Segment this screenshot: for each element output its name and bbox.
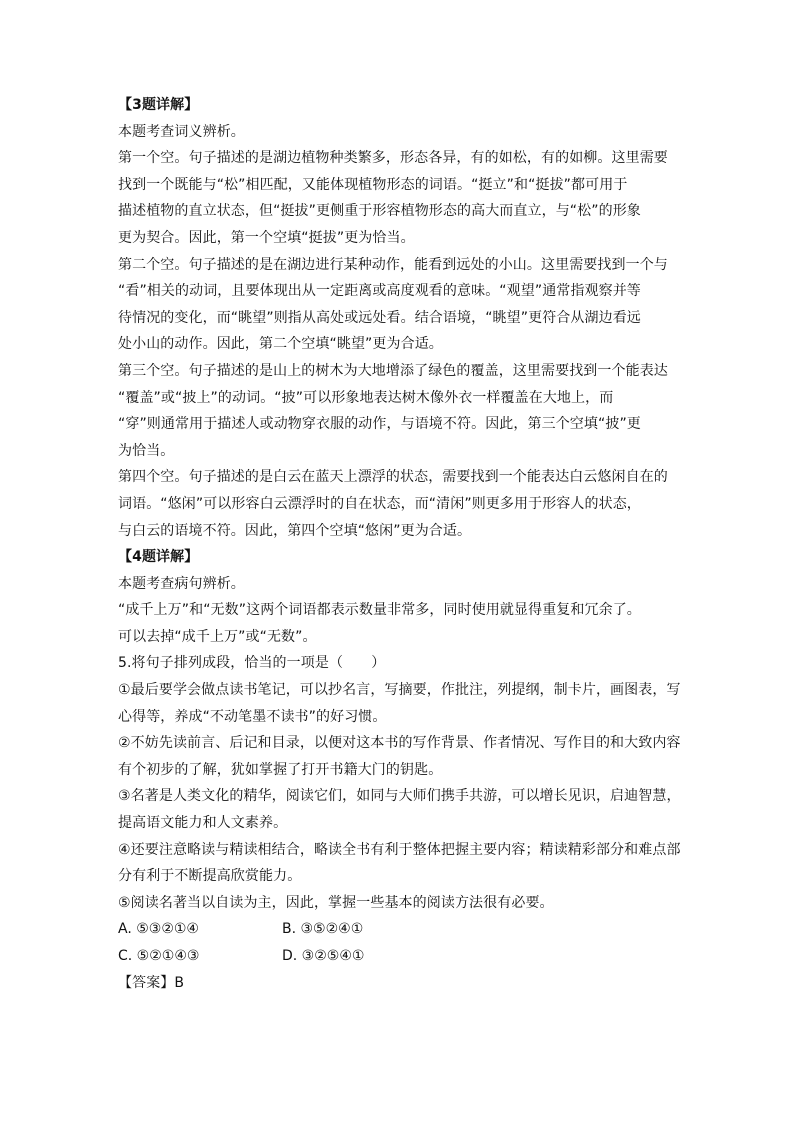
q3-heading: 【3题详解】: [118, 97, 199, 113]
list-item: ④还要注意略读与精读相结合，略读全书有利于整体把握主要内容；精读精彩部分和难点部: [118, 841, 681, 858]
q5-stem: 5.将句子排列成段，恰当的一项是（ ）: [118, 655, 386, 672]
text-line: “覆盖”或“披上”的动词。“披”可以形象地表达树木像外衣一样覆盖在大地上，而: [118, 389, 614, 406]
q5-options-row-2: [118, 943, 698, 970]
list-item: ⑤阅读名著当以自读为主，因此，掌握一些基本的阅读方法很有必要。: [118, 894, 554, 911]
option-b: B. ③⑤②④①: [282, 921, 364, 938]
q4-intro: 本题考查病句辨析。: [118, 575, 245, 592]
text-line: 更为契合。因此，第一个空填“挺拔”更为恰当。: [118, 229, 415, 246]
document-body: [118, 92, 698, 996]
text-line: “穿”则通常用于描述人或动物穿衣服的动作，与语境不符。因此，第三个空填“披”更: [118, 416, 641, 433]
q3-paragraph-3: [118, 358, 698, 464]
q5-items: [118, 677, 698, 916]
q4-heading: 【4题详解】: [118, 549, 199, 566]
option-c: C. ⑤②①④③: [118, 948, 200, 964]
list-item: 心得等，养成“不动笔墨不读书”的好习惯。: [118, 708, 387, 725]
text-line: 可以去掉“成千上万”或“无数”。: [118, 628, 317, 645]
text-line: 第一个空。句子描述的是湖边植物种类繁多，形态各异，有的如松，有的如柳。这里需要: [118, 150, 668, 167]
list-item: ①最后要学会做点读书笔记，可以抄名言，写摘要，作批注，列提纲，制卡片，画图表，写: [118, 682, 681, 699]
list-item: 有个初步的了解，犹如掌握了打开书籍大门的钥匙。: [118, 761, 443, 778]
list-item: 提高语文能力和人文素养。: [118, 815, 288, 832]
option-a: A. ⑤③②①④: [118, 921, 199, 938]
text-line: 待情况的变化，而“眺望”则指从高处或远处看。结合语境，“眺望”更符合从湖边看远: [118, 309, 641, 326]
text-line: “看”相关的动词，且要体现出从一定距离或高度观看的意味。“观望”通常指观察并等: [118, 283, 641, 300]
text-line: “成千上万”和“无数”这两个词语都表示数量非常多，同时使用就显得重复和冗余了。: [118, 602, 641, 619]
list-item: ③名著是人类文化的精华，阅读它们，如同与大师们携手共游，可以增长见识，启迪智慧，: [118, 788, 681, 805]
text-line: 词语。“悠闲”可以形容白云漂浮时的自在状态，而“清闲”则更多用于形容人的状态，: [118, 495, 641, 512]
answer: 【答案】B: [118, 974, 185, 991]
text-line: 第二个空。句子描述的是在湖边进行某种动作，能看到远处的小山。这里需要找到一个与: [118, 256, 668, 273]
text-line: 为恰当。: [118, 442, 175, 459]
text-line: 第四个空。句子描述的是白云在蓝天上漂浮的状态，需要找到一个能表达白云悠闲自在的: [118, 469, 668, 486]
text-line: 描述植物的直立状态，但“挺拔”更侧重于形容植物形态的高大而直立，与“松”的形象: [118, 203, 641, 220]
q3-intro: 本题考查词义辨析。: [118, 123, 245, 140]
text-line: 处小山的动作。因此，第二个空填“眺望”更为合适。: [118, 336, 443, 353]
option-d: D. ③②⑤④①: [282, 948, 365, 964]
q3-paragraph-1: [118, 145, 698, 251]
text-line: 与白云的语境不符。因此，第四个空填“悠闲”更为合适。: [118, 522, 472, 539]
q5-options-row-1: [118, 916, 698, 943]
q3-paragraph-2: [118, 252, 698, 358]
q3-paragraph-4: [118, 464, 698, 544]
list-item: ②不妨先读前言、后记和目录，以便对这本书的写作背景、作者情况、写作目的和大致内容: [118, 735, 681, 752]
text-line: 找到一个既能与“松”相匹配，又能体现植物形态的词语。“挺立”和“挺拔”都可用于: [118, 176, 628, 193]
text-line: 第三个空。句子描述的是山上的树木为大地增添了绿色的覆盖，这里需要找到一个能表达: [118, 362, 668, 379]
q4-paragraph-1: [118, 597, 698, 650]
list-item: 分有利于不断提高欣赏能力。: [118, 868, 302, 885]
